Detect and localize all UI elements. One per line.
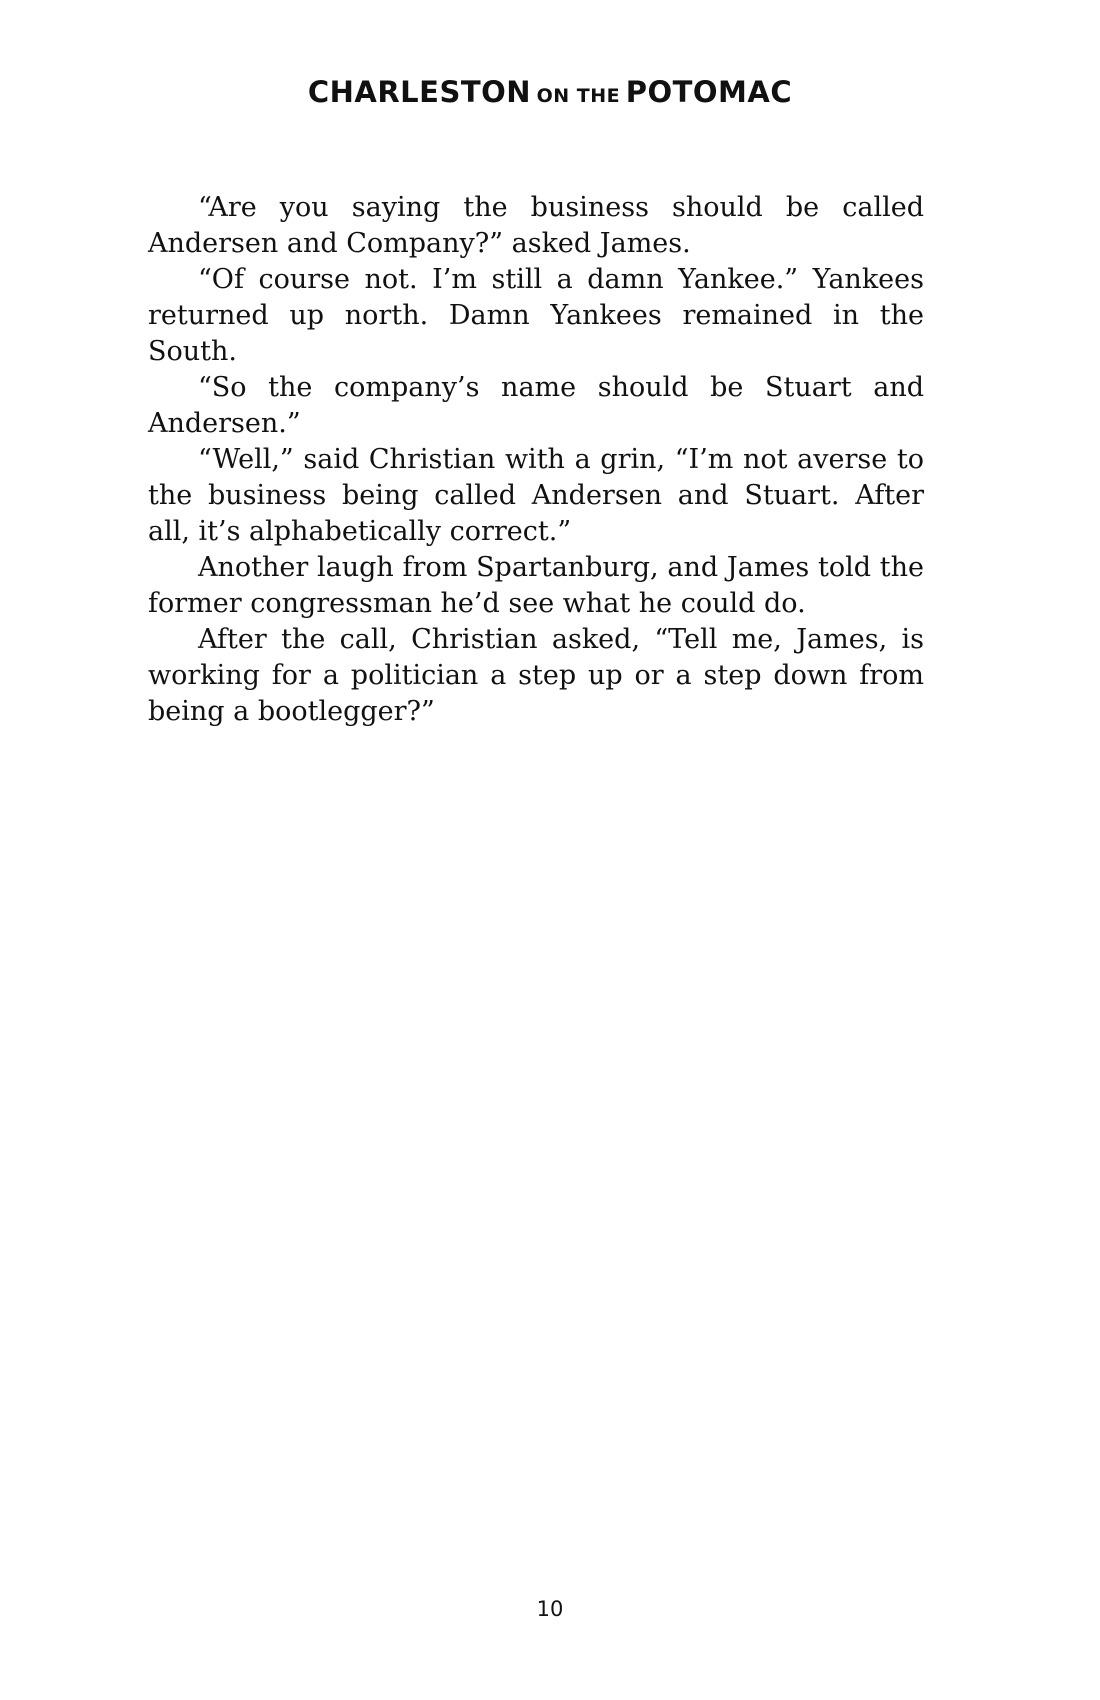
paragraph: “Well,” said Christian with a grin, “I’m not averse to the business being called Andersen and Stuart. After all, it’s alphabetically correct.” xyxy=(148,444,924,547)
paragraph: “So the company’s name should be Stuart and Andersen.” xyxy=(148,372,924,439)
running-header xyxy=(0,75,1100,109)
paragraph: “Are you saying the business should be called Andersen and Company?” asked James. xyxy=(148,192,924,259)
header-title-part-3: POTOMAC xyxy=(625,75,793,109)
paragraph: “Of course not. I’m still a damn Yankee.” Yankees returned up north. Damn Yankees remained in the South. xyxy=(148,264,924,367)
page-number: 10 xyxy=(536,1597,564,1621)
body-text xyxy=(148,190,924,730)
header-title-part-2: ON THE xyxy=(536,85,621,107)
paragraph: Another laugh from Spartanburg, and James told the former congressman he’d see what he could do. xyxy=(148,552,924,619)
paragraph: After the call, Christian asked, “Tell me, James, is working for a politician a step up or a step down from being a bootlegger?” xyxy=(148,624,924,727)
header-title-part-1: CHARLESTON xyxy=(307,75,532,109)
